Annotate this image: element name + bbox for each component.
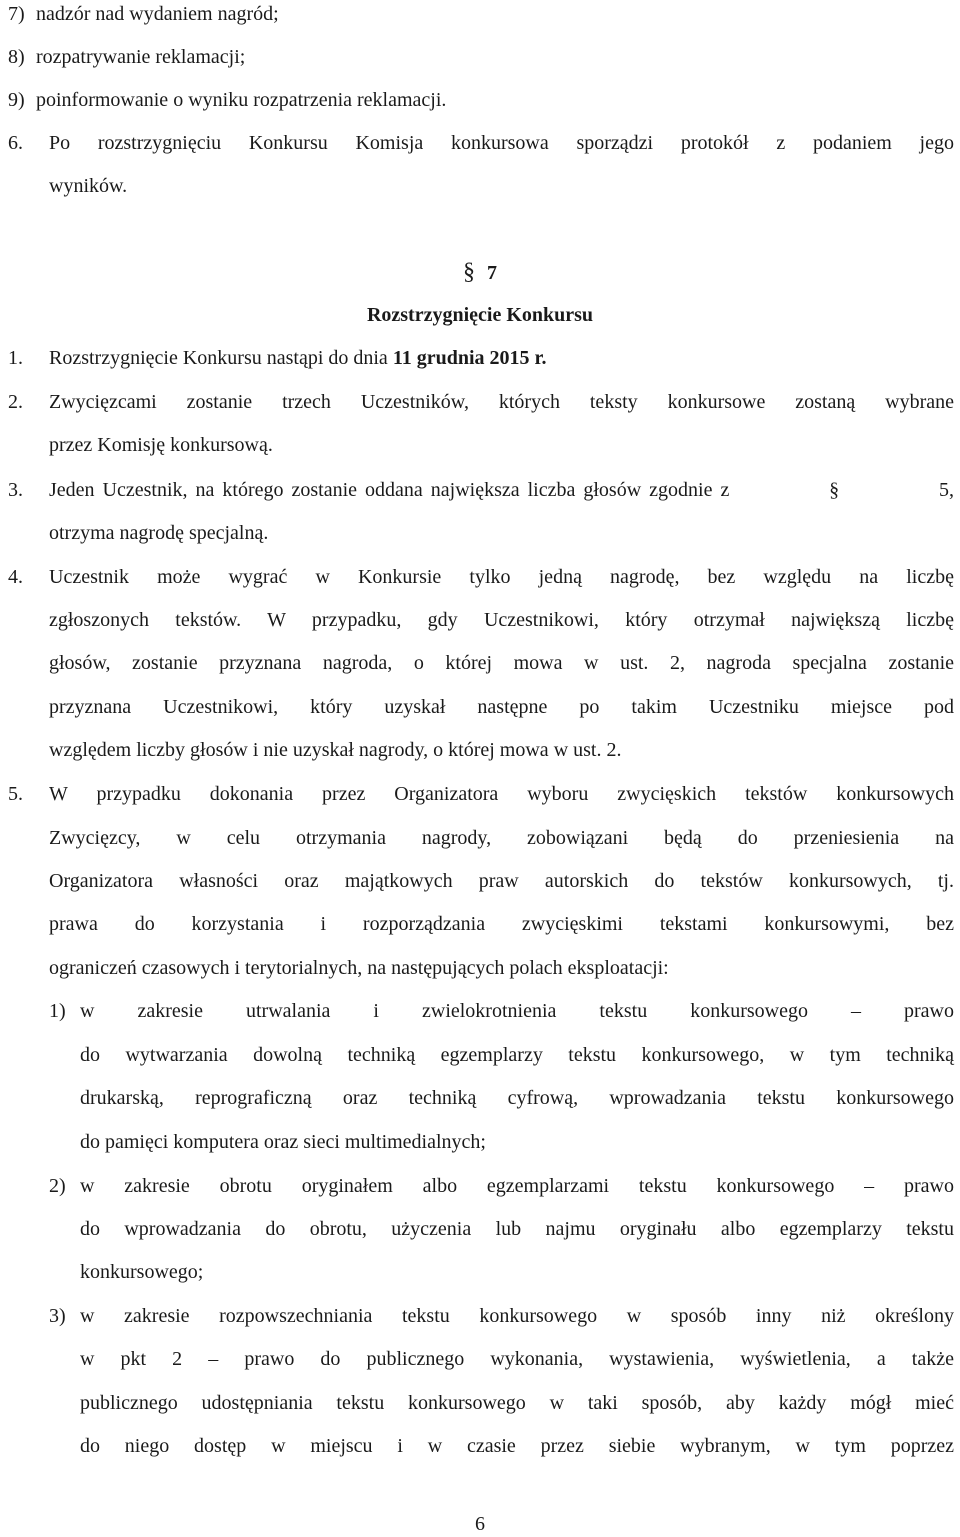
sub-list-line: do wytwarzania dowolną techniką egzemplarzy tekstu konkursowego, w tym techniką (80, 1044, 954, 1066)
page-number: 6 (475, 1513, 485, 1535)
sub-list-line: drukarską, reprograficzną oraz techniką cyfrową, wprowadzania tekstu konkursowego (80, 1087, 954, 1109)
paragraph-line: wyników. (49, 175, 128, 197)
paragraph-line: W przypadku dokonania przez Organizatora wyboru zwycięskich tekstów konkursowych (49, 783, 954, 805)
point-number: 3. (8, 479, 23, 501)
list-item-text: rozpatrywanie reklamacji; (36, 46, 246, 68)
paragraph-line: głosów, zostanie przyznana nagroda, o której mowa w ust. 2, nagroda specjalna zostanie (49, 652, 954, 674)
point-number: 6. (8, 132, 23, 154)
sub-list-number: 1) (49, 1000, 66, 1022)
section-number (0, 260, 960, 285)
point-number: 4. (8, 566, 23, 588)
paragraph-line (49, 346, 547, 370)
list-item-text: poinformowanie o wyniku rozpatrzenia reklamacji. (36, 89, 447, 111)
list-number: 8) (8, 46, 25, 68)
list-item-text: nadzór nad wydaniem nagród; (36, 3, 279, 25)
paragraph-line: ograniczeń czasowych i terytorialnych, na następujących polach eksploatacji: (49, 957, 669, 979)
paragraph-line: otrzyma nagrodę specjalną. (49, 522, 269, 544)
point-number: 5. (8, 783, 23, 805)
sub-list-line: w zakresie utrwalania i zwielokrotnienia tekstu konkursowego – prawo (80, 1000, 954, 1022)
point-number: 1. (8, 347, 23, 369)
paragraph-ref: 5, (938, 479, 954, 501)
sub-list-line: do pamięci komputera oraz sieci multimedialnych; (80, 1131, 486, 1153)
paragraph-line: zgłoszonych tekstów. W przypadku, gdy Uczestnikowi, który otrzymał największą liczbę (49, 609, 954, 631)
paragraph-line: prawa do korzystania i rozporządzania zwycięskimi tekstami konkursowymi, bez (49, 913, 954, 935)
paragraph-line: Uczestnik może wygrać w Konkursie tylko jedną nagrodę, bez względu na liczbę (49, 566, 954, 588)
sub-list-line: konkursowego; (80, 1261, 204, 1283)
list-number: 7) (8, 3, 25, 25)
paragraph-line: Po rozstrzygnięciu Konkursu Komisja konkursowa sporządzi protokół z podaniem jego (49, 132, 954, 154)
sub-list-line: w zakresie rozpowszechniania tekstu konkursowego w sposób inny niż określony (80, 1305, 954, 1327)
paragraph-line: przez Komisję konkursową. (49, 434, 273, 456)
sub-list-line: do wprowadzania do obrotu, użyczenia lub najmu oryginału albo egzemplarzy tekstu (80, 1218, 954, 1240)
sub-list-line: publicznego udostępniania tekstu konkursowego w taki sposób, aby każdy mógł mieć (80, 1392, 954, 1414)
sub-list-line: w pkt 2 – prawo do publicznego wykonania, wystawienia, wyświetlenia, a także (80, 1348, 954, 1370)
section-symbol: § (463, 259, 475, 285)
point-text: Jeden Uczestnik, na którego zostanie oddana największa liczba głosów zgodnie z (49, 479, 730, 501)
section-number-value: 7 (487, 262, 497, 284)
paragraph-line: Zwycięzcy, w celu otrzymania nagrody, zobowiązani będą do przeniesienia na (49, 827, 954, 849)
paragraph-line: przyznana Uczestnikowi, który uzyskał następne po takim Uczestniku miejsce pod (49, 696, 954, 718)
paragraph-line: Zwycięzcami zostanie trzech Uczestników, których teksty konkursowe zostaną wybrane (49, 391, 954, 413)
point-text: Rozstrzygnięcie Konkursu nastąpi do dnia (49, 347, 393, 369)
paragraph-symbol: § (829, 479, 840, 501)
paragraph-line: względem liczby głosów i nie uzyskał nagrody, o której mowa w ust. 2. (49, 739, 622, 761)
paragraph-line (49, 478, 954, 502)
section-title: Rozstrzygnięcie Konkursu (366, 304, 594, 326)
paragraph-line: Organizatora własności oraz majątkowych praw autorskich do tekstów konkursowych, tj. (49, 870, 954, 892)
sub-list-number: 3) (49, 1305, 66, 1327)
sub-list-line: w zakresie obrotu oryginałem albo egzemplarzami tekstu konkursowego – prawo (80, 1175, 954, 1197)
sub-list-number: 2) (49, 1175, 66, 1197)
sub-list-line: do niego dostęp w miejscu i w czasie przez siebie wybranym, w tym poprzez (80, 1435, 954, 1457)
deadline-date: 11 grudnia 2015 r. (392, 347, 547, 369)
point-number: 2. (8, 391, 23, 413)
list-number: 9) (8, 89, 25, 111)
